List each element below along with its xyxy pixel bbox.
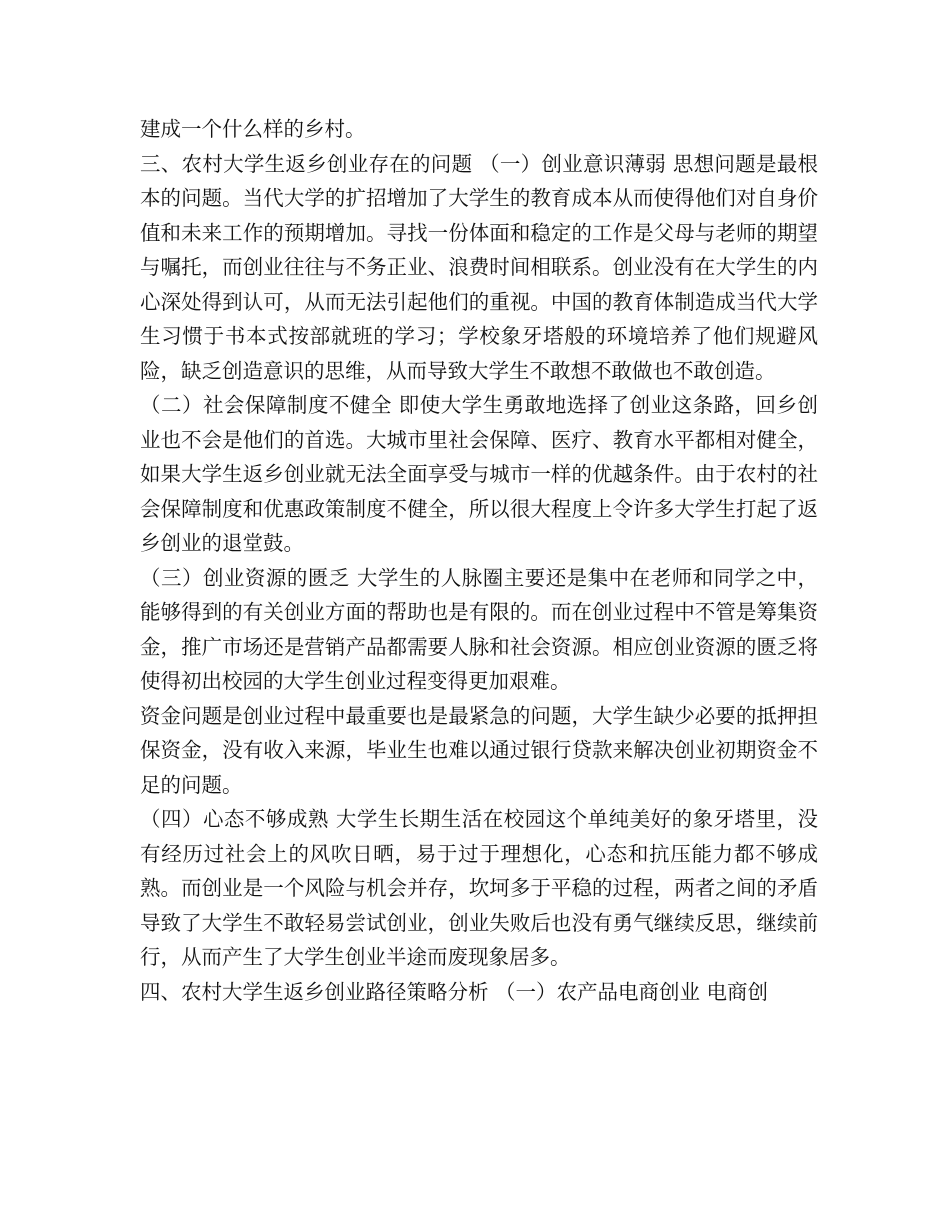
document-body xyxy=(140,112,818,1009)
paragraph-mindset: （四）心态不够成熟 大学生长期生活在校园这个单纯美好的象牙塔里，没有经历过社会上的风吹日晒，易于过于理想化，心态和抗压能力都不够成熟。而创业是一个风险与机会并存，坎坷多于平稳的过程，两者之间的矛盾导致了大学生不敢轻易尝试创业，创业失败后也没有勇气继续反思，继续前行，从而产生了大学生创业半途而废现象居多。 xyxy=(140,807,818,969)
paragraph-section-four-intro: 四、农村大学生返乡创业路径策略分析 （一）农产品电商创业 电商创 xyxy=(140,979,769,1004)
paragraph-ending: 建成一个什么样的乡村。 xyxy=(140,117,366,141)
paragraph-social-security: （二）社会保障制度不健全 即使大学生勇敢地选择了创业这条路，回乡创业也不会是他们的首选。大城市里社会保障、医疗、教育水平都相对健全，如果大学生返乡创业就无法全面享受与城市一样的优越条件。由于农村的社会保障制度和优惠政策制度不健全，所以很大程度上令许多大学生打起了返乡创业的退堂鼓。 xyxy=(140,393,818,555)
paragraph-section-three-intro: 三、农村大学生返乡创业存在的问题 （一）创业意识薄弱 思想问题是最根本的问题。当代大学的扩招增加了大学生的教育成本从而使得他们对自身价值和未来工作的预期增加。寻找一份体面和稳定的工作是父母与老师的期望与嘱托，而创业往往与不务正业、浪费时间相联系。创业没有在大学生的内心深处得到认可，从而无法引起他们的重视。中国的教育体制造成当代大学生习惯于书本式按部就班的学习；学校象牙塔般的环境培养了他们规避风险，缺乏创造意识的思维，从而导致大学生不敢想不敢做也不敢创造。 xyxy=(140,151,818,383)
paragraph-resources: （三）创业资源的匮乏 大学生的人脉圈主要还是集中在老师和同学之中，能够得到的有关创业方面的帮助也是有限的。而在创业过程中不管是筹集资金，推广市场还是营销产品都需要人脉和社会资源。相应创业资源的匮乏将使得初出校园的大学生创业过程变得更加艰难。 xyxy=(140,565,818,693)
paragraph-funding: 资金问题是创业过程中最重要也是最紧急的问题，大学生缺少必要的抵押担保资金，没有收入来源，毕业生也难以通过银行贷款来解决创业初期资金不足的问题。 xyxy=(140,703,818,797)
